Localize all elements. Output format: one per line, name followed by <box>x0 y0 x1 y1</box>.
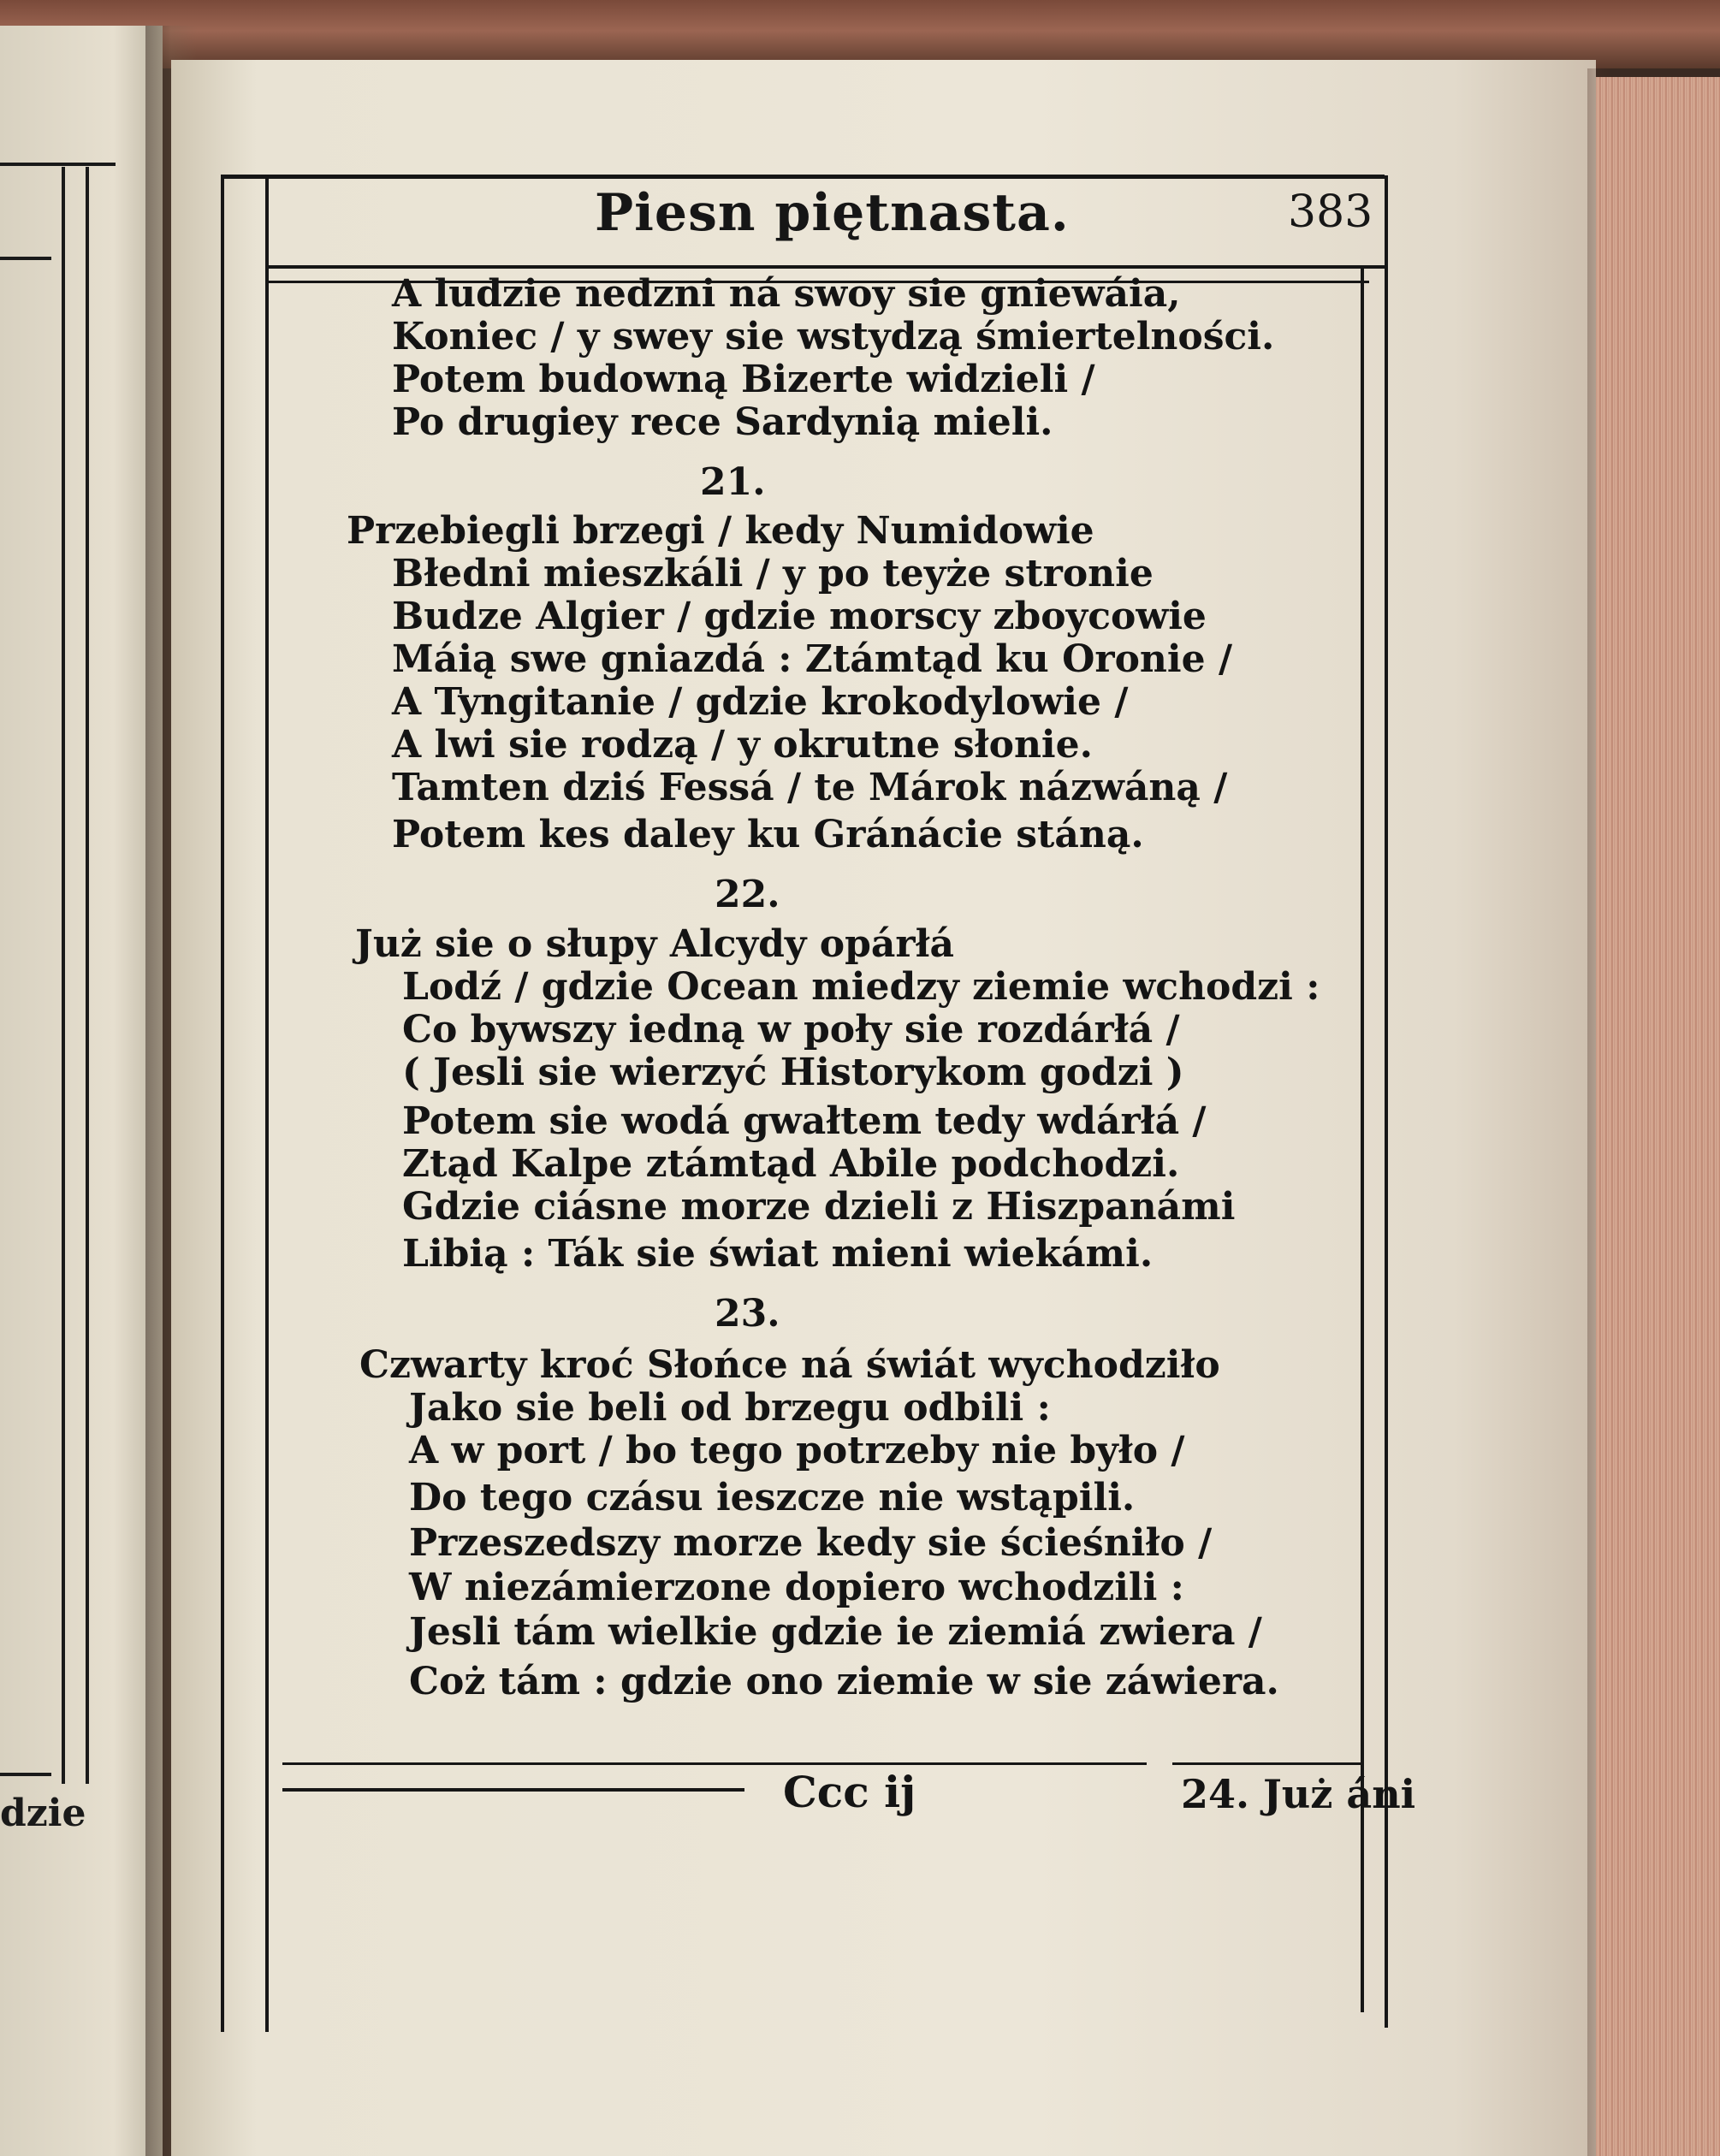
left-page-bottom-rule <box>0 1773 51 1776</box>
left-page-rule-2 <box>86 167 89 1784</box>
verse-line: Jako sie beli od brzegu odbili : <box>409 1386 1051 1430</box>
verse-line: Przeszedszy morze kedy sie ścieśniło / <box>409 1521 1213 1565</box>
book-binding-top <box>0 0 1720 68</box>
stanza-number: 23. <box>715 1292 780 1336</box>
verse-line: Gdzie ciásne morze dzieli z Hiszpanámi <box>402 1185 1236 1229</box>
left-page-catchword: dzie <box>0 1792 86 1835</box>
verse-line: Czwarty kroć Słońce ná świát wychodziło <box>359 1343 1220 1387</box>
verse-line: A lwi sie rodzą / y okrutne słonie. <box>392 723 1093 767</box>
catchword: 24. Już áni <box>1181 1771 1416 1817</box>
frame-right-inner-rule <box>1361 267 1364 2012</box>
verse-line: Jesli tám wielkie gdzie ie ziemiá zwiera / <box>409 1610 1262 1654</box>
verse-line: Po drugiey rece Sardynią mieli. <box>392 400 1053 444</box>
verse-line: Libią : Ták sie świat mieni wiekámi. <box>402 1232 1154 1276</box>
frame-right-outer-rule <box>1385 175 1388 2028</box>
signature-mark: Ccc ij <box>783 1767 916 1817</box>
verse-line: Potem sie wodá gwałtem tedy wdárłá / <box>402 1099 1207 1143</box>
verse-line: ( Jesli sie wierzyć Historykom godzi ) <box>402 1051 1184 1094</box>
verse-line: Co bywszy iedną w poły sie rozdárłá / <box>402 1008 1180 1051</box>
frame-bottom-rule-1 <box>282 1762 1147 1765</box>
frame-bottom-rule-1b <box>1172 1762 1361 1765</box>
page-edges-stack <box>1596 77 1720 2156</box>
verse-line: Potem kes daley ku Gránácie stáną. <box>392 813 1144 856</box>
verse-line: A ludzie nedzni ná swoy sie gniewáia, <box>392 272 1181 316</box>
verse-line: Budze Algier / gdzie morscy zboycowie <box>392 595 1207 638</box>
verse-line: Lodź / gdzie Ocean miedzy ziemie wchodzi : <box>402 965 1320 1009</box>
frame-header-rule <box>265 265 1386 269</box>
verse-line: Ztąd Kalpe ztámtąd Abile podchodzi. <box>402 1142 1180 1186</box>
verse-line: Do tego czásu ieszcze nie wstąpili. <box>409 1476 1136 1519</box>
left-page-top-rule <box>0 163 116 166</box>
verse-line: Tamten dziś Fessá / te Márok názwáną / <box>392 766 1228 809</box>
verse-line: Potem budowną Bizerte widzieli / <box>392 358 1095 401</box>
left-facing-page <box>0 26 163 2156</box>
left-page-rule-1 <box>62 167 65 1784</box>
frame-top-rule <box>221 175 1385 179</box>
verse-line: Już sie o słupy Alcydy opárłá <box>355 922 955 966</box>
stanza-number: 22. <box>715 873 780 916</box>
stanza-number: 21. <box>700 460 766 504</box>
verse-line: W niezámierzone dopiero wchodzili : <box>409 1566 1184 1609</box>
verse-line: Máią swe gniazdá : Ztámtąd ku Oronie / <box>392 637 1233 681</box>
verse-line: Coż tám : gdzie ono ziemie w sie záwiera. <box>409 1660 1279 1703</box>
verse-line: Przebiegli brzegi / kedy Numidowie <box>347 509 1094 553</box>
verse-line: Błedni mieszkáli / y po teyże stronie <box>392 552 1154 595</box>
verse-line: A Tyngitanie / gdzie krokodylowie / <box>392 680 1129 724</box>
frame-left-inner-rule <box>265 175 269 2032</box>
verse-line: A w port / bo tego potrzeby nie było / <box>409 1429 1185 1472</box>
page-number: 383 <box>1288 187 1373 238</box>
frame-left-outer-rule <box>221 175 224 2032</box>
left-page-inner-rule <box>0 257 51 260</box>
frame-bottom-rule-2 <box>282 1788 744 1792</box>
verse-line: Koniec / y swey sie wstydzą śmiertelności. <box>392 315 1275 358</box>
page-title: Piesn piętnasta. <box>595 183 1070 243</box>
